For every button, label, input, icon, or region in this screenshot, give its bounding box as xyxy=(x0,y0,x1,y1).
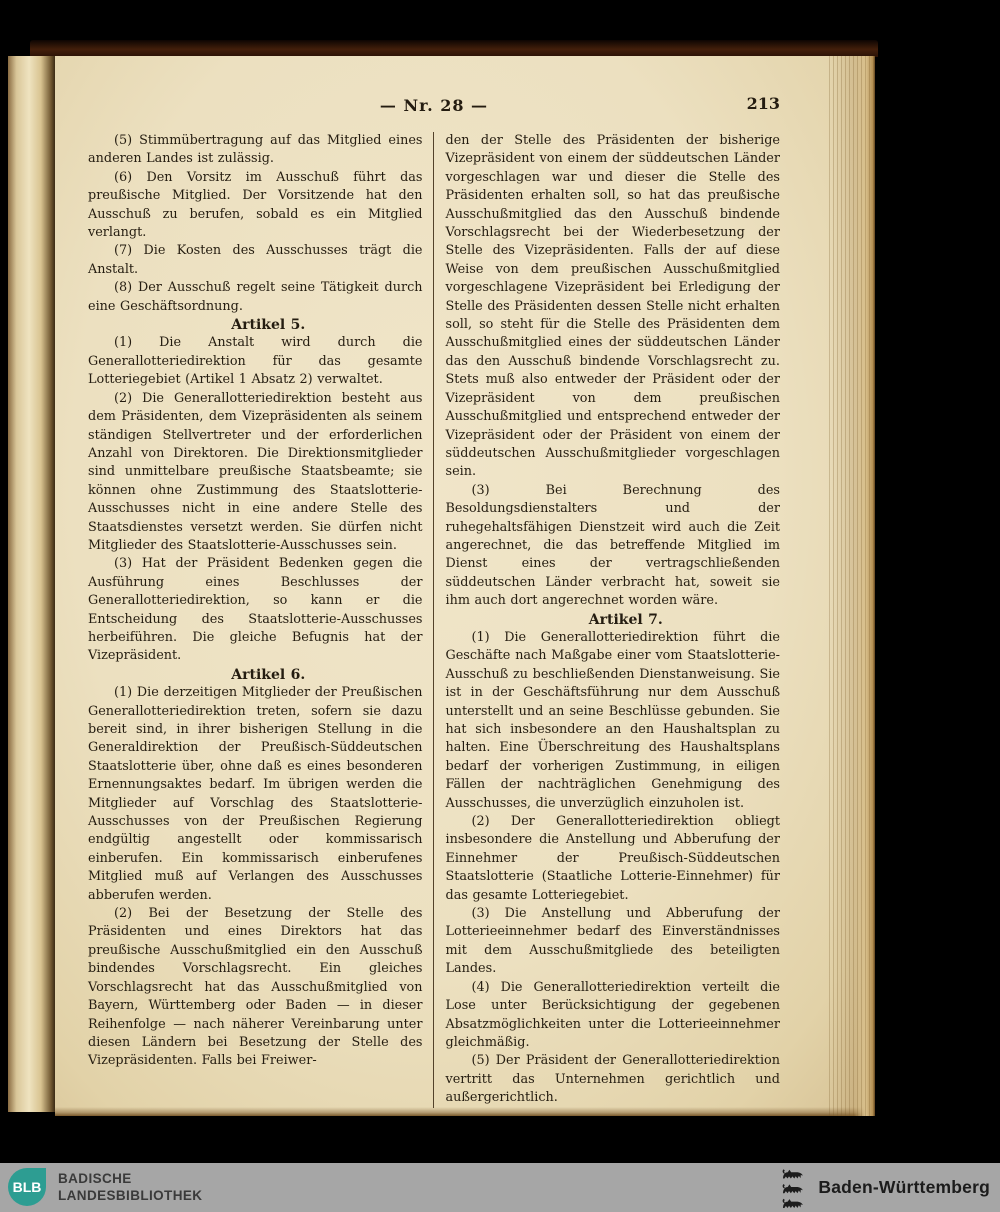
paragraph: (1) Die Generallotteriedirektion führt die Geschäfte nach Maßgabe einer vom Staatslotterie-Ausschuß zu beschließenden Dienstanweisung. Sie ist in der Geschäftsführung nur dem Ausschuß unterstellt und an seine Beschlüsse gebunden. Sie hat sich insbesondere an den Haushaltsplan zu halten. Eine Überschreitung des Haushaltsplans bedarf der vorherigen Zustimmung, in eiligen Fällen der nachträglichen Genehmigung des Ausschusses, die unverzüglich einzuholen ist. xyxy=(445,629,780,811)
issue-number: — Nr. 28 — xyxy=(379,96,489,115)
article-heading: Artikel 6. xyxy=(231,666,306,683)
paragraph: (1) Die derzeitigen Mitglieder der Preußischen Generallotteriedirektion treten, sofern sie dazu bereit sind, in ihrer bisherigen Stellung in die Generaldirektion der Preußisch-Süddeutschen Staatslotterie über, ohne daß es eines besonderen Ernennungsaktes bedarf. Im übrigen werden die Mitglieder auf Vorschlag des Staatslotterie-Ausschusses von der Preußischen Regierung endgültig angestellt oder kommissarisch einberufen. Ein kommissarisch einberufenes Mitglied muß auf Verlangen des Ausschusses abberufen werden. xyxy=(88,685,423,903)
blb-logo-text: BLB xyxy=(12,1179,42,1195)
scanned-page xyxy=(55,56,875,1116)
article-heading: Artikel 5. xyxy=(231,317,306,334)
paragraph: (2) Bei der Besetzung der Stelle des Präsidenten und eines Direktors hat das preußische Ausschußmitglied ein den Ausschuß bindendes Vorschlagsrecht. Ein gleiches Vorschlagsrecht hat das Ausschußmitglied von Bayern, Württemberg oder Baden — in dieser Reihenfolge — nach näherer Vereinbarung unter diesen Ländern bei Besetzung der Stelle des Vizepräsidenten. Falls bei Freiwer- xyxy=(88,906,423,1069)
paragraph: (8) Der Ausschuß regelt seine Tätigkeit durch eine Geschäftsordnung. xyxy=(88,280,423,314)
paragraph: (2) Der Generallotteriedirektion obliegt insbesondere die Anstellung und Abberufung der Einnehmer der Preußisch-Süddeutschen Staatslotterie (Staatliche Lotterie-Einnehmer) für das gesamte Lotteriegebiet. xyxy=(445,814,780,903)
library-name-line2: LANDESBIBLIOTHEK xyxy=(58,1188,203,1203)
book-cover-edge xyxy=(30,40,878,57)
state-branding xyxy=(778,1163,990,1212)
coat-of-arms-icon xyxy=(778,1167,808,1209)
page-number: 213 xyxy=(746,94,780,113)
library-name xyxy=(58,1170,202,1204)
paragraph: (5) Der Präsident der Generallotteriedirektion vertritt das Unternehmen gerichtlich und außergerichtlich. xyxy=(445,1053,780,1106)
paragraph: (4) Die Generallotteriedirektion verteilt die Lose unter Berücksichtigung der gegebenen Absatzmöglichkeiten unter die Lotterieeinnehmer gleichmäßig. xyxy=(445,979,780,1050)
paragraph: (2) Die Generallotteriedirektion besteht aus dem Präsidenten, dem Vizepräsidenten als seinem ständigen Stellvertreter und der erforderlichen Anzahl von Direktoren. Die Direktionsmitglieder sind unmittelbare preußische Staatsbeamte; sie können ohne Zustimmung des Staatslotterie-Ausschusses nicht in eine andere Stelle des Staatsdienstes versetzt werden. Sie dürfen nicht Mitglieder des Staatslotterie-Ausschusses sein. xyxy=(88,390,423,553)
page-header xyxy=(88,96,780,124)
state-name: Baden-Württemberg xyxy=(818,1177,990,1197)
paragraph: (7) Die Kosten des Ausschusses trägt die Anstalt. xyxy=(88,243,423,277)
blb-logo xyxy=(8,1168,46,1206)
facing-page-edge xyxy=(8,56,55,1112)
paragraph: (6) Den Vorsitz im Ausschuß führt das preußische Mitglied. Der Vorsitzende hat den Ausschuß zu berufen, sobald es ein Mitglied verlangt. xyxy=(88,169,423,241)
paragraph: (3) Die Anstellung und Abberufung der Lotterieeinnehmer bedarf des Einverständnisses mit dem Ausschußmitgliede des beteiligten Landes. xyxy=(445,906,780,977)
text-columns xyxy=(88,132,780,1108)
paragraph: (3) Hat der Präsident Bedenken gegen die Ausführung eines Beschlusses der Generallotteriedirektion, so kann er die Entscheidung des Staatslotterie-Ausschusses herbeiführen. Die gleiche Befugnis hat der Vizepräsident. xyxy=(88,556,423,664)
page-content xyxy=(88,96,780,1108)
paragraph: (1) Die Anstalt wird durch die Generallotteriedirektion für das gesamte Lotteriegebiet (Artikel 1 Absatz 2) verwaltet. xyxy=(88,335,423,388)
library-name-line1: BADISCHE xyxy=(58,1171,132,1186)
left-column xyxy=(88,132,434,1108)
paragraph: (5) Stimmübertragung auf das Mitglied eines anderen Landes ist zulässig. xyxy=(88,133,423,167)
paragraph: (3) Bei Berechnung des Besoldungsdienstalters und der ruhegehaltsfähigen Dienstzeit wird auch die Zeit angerechnet, die das betreffende Mitglied im Dienst eines der vertragschließenden süddeutschen Länder verbracht hat, soweit sie ihm auch dort angerechnet worden wäre. xyxy=(445,482,780,609)
library-footer-bar xyxy=(0,1163,1000,1212)
article-heading: Artikel 7. xyxy=(588,611,663,628)
paragraph: den der Stelle des Präsidenten der bisherige Vizepräsident von einem der süddeutschen Länder vorgeschlagen war und dieser die Stelle des Präsidenten erhalten soll, so hat das preußische Ausschußmitglied das den Ausschuß bindende Vorschlagsrecht bei der Wiederbesetzung der Stelle des Vizepräsidenten. Falls der auf diese Weise von dem preußischen Ausschußmitglied vorgeschlagene Vizepräsident bei Erledigung der Stelle des Präsidenten dessen Stelle nicht erhalten soll, so steht für die Stelle des Präsidenten dem Ausschußmitglied eines der süddeutschen Länder das den Ausschuß bindende Vorschlagsrecht zu. Stets muß also entweder der Präsident oder der Vizepräsident von dem preußischen Ausschußmitglied und entsprechend entweder der Vizepräsident oder der Präsident von einem der süddeutschen Ausschußmitglieder vorgeschlagen sein. xyxy=(445,133,780,480)
right-column xyxy=(434,132,781,1108)
